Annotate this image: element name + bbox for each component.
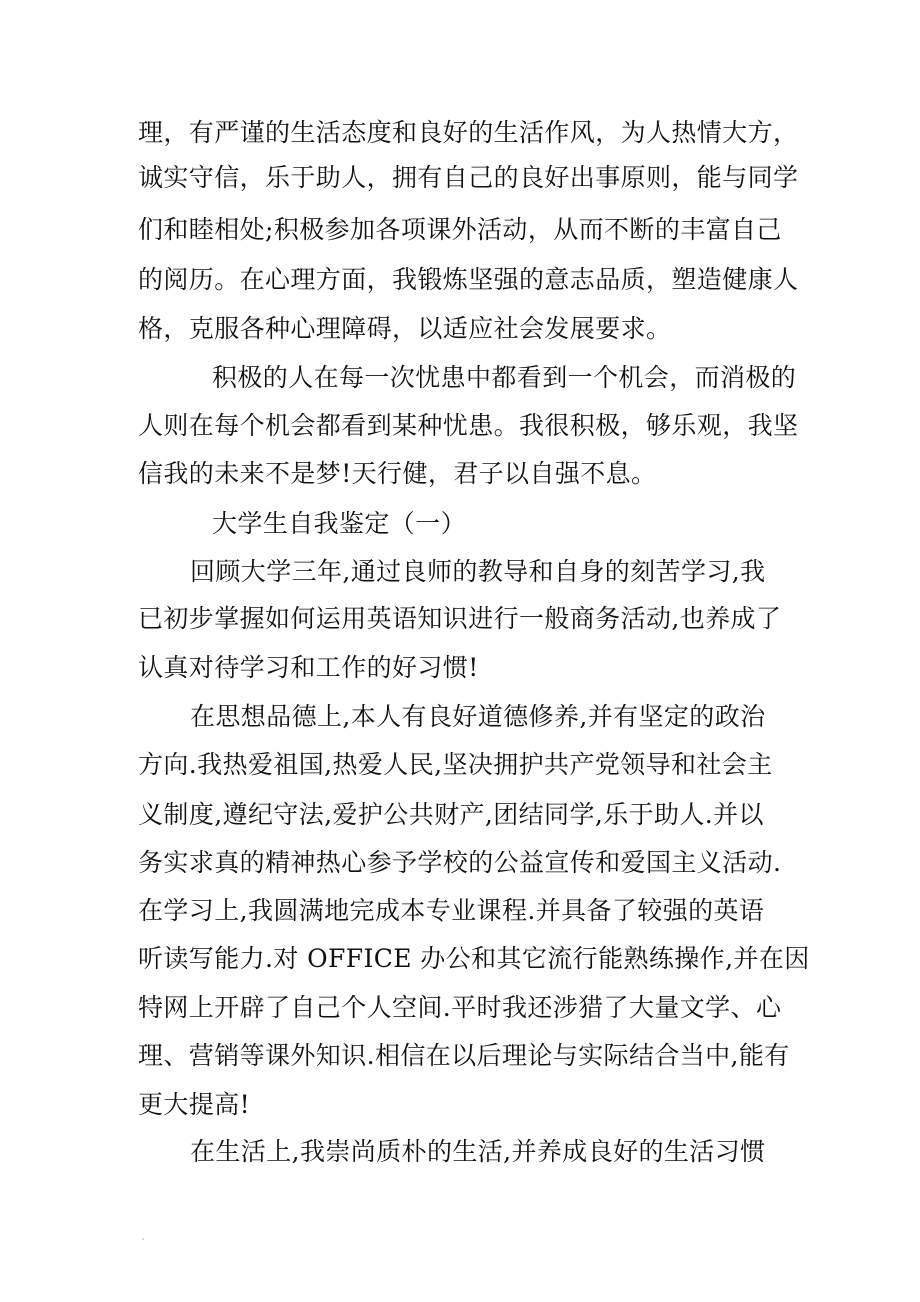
text-line: 格，克服各种心理障碍，以适应社会发展要求。 bbox=[138, 314, 672, 343]
text-line: 们和睦相处;积极参加各项课外活动，从而不断的丰富自己 bbox=[138, 215, 782, 244]
text-line: 积极的人在每一次忧患中都看到一个机会，而消极的 bbox=[212, 363, 797, 392]
section-heading: 大学生自我鉴定（一） bbox=[212, 509, 467, 538]
text-line: 已初步掌握如何运用英语知识进行一般商务活动,也养成了 bbox=[138, 604, 782, 633]
text-line: 务实求真的精神热心参予学校的公益宣传和爱国主义活动. bbox=[138, 848, 782, 877]
page-mark bbox=[142, 1238, 144, 1240]
text-line: 的阅历。在心理方面，我锻炼坚强的意志品质，塑造健康人 bbox=[138, 265, 799, 294]
text-line: 理，有严谨的生活态度和良好的生活作风，为人热情大方， bbox=[138, 118, 799, 147]
text-line: 更大提高! bbox=[138, 1090, 251, 1119]
text-line: 认真对待学习和工作的好习惯! bbox=[138, 653, 479, 682]
text-line: 在学习上,我圆满地完成本专业课程.并具备了较强的英语 bbox=[138, 896, 765, 925]
text-line: 义制度,遵纪守法,爱护公共财产,团结同学,乐于助人.并以 bbox=[138, 800, 764, 829]
text-line: 信我的未来不是梦!天行健，君子以自强不息。 bbox=[138, 459, 657, 488]
text-line: 人则在每个机会都看到某种忧患。我很积极，够乐观，我坚 bbox=[138, 411, 799, 440]
text-line: 在生活上,我崇尚质朴的生活,并养成良好的生活习惯 bbox=[190, 1137, 766, 1166]
text-line: 回顾大学三年,通过良师的教导和自身的刻苦学习,我 bbox=[190, 557, 766, 586]
text-line: 诚实守信，乐于助人，拥有自己的良好出事原则，能与同学 bbox=[138, 163, 799, 192]
text-line: 在思想品德上,本人有良好道德修养,并有坚定的政治 bbox=[190, 702, 766, 731]
text-line: 特网上开辟了自己个人空间.平时我还涉猎了大量文学、心 bbox=[138, 993, 782, 1022]
text-line: 听读写能力.对 OFFICE 办公和其它流行能熟练操作,并在因 bbox=[138, 944, 810, 973]
text-line: 理、营销等课外知识.相信在以后理论与实际结合当中,能有 bbox=[138, 1041, 790, 1070]
text-line: 方向.我热爱祖国,热爱人民,坚决拥护共产党领导和社会主 bbox=[138, 750, 773, 779]
